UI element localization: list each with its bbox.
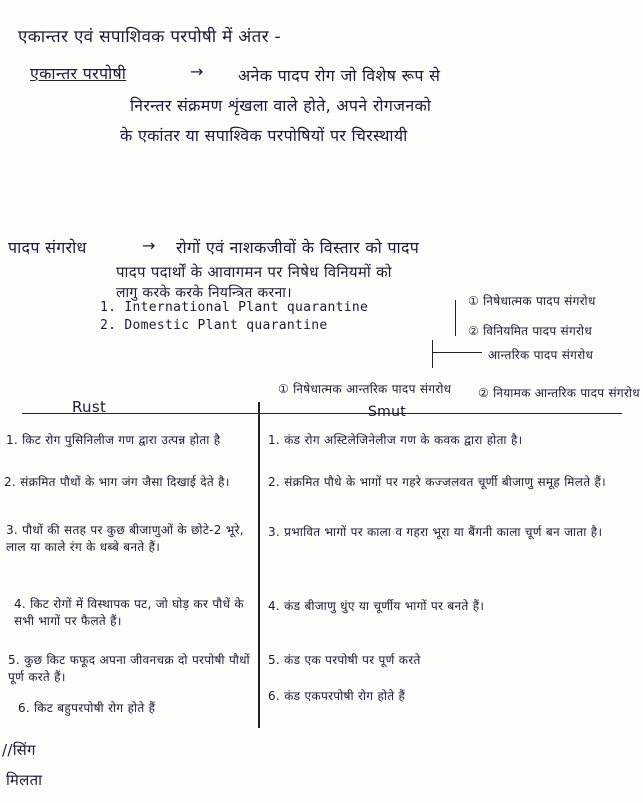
page-heading: एकान्तर एवं सपाशिवक परपोषी में अंतर - bbox=[18, 27, 281, 47]
smut-header: Smut bbox=[368, 404, 407, 420]
branch-line-dom-h bbox=[432, 352, 482, 353]
smut-row-6: 6. कंड एकपरपोषी रोग होते हैं bbox=[268, 689, 406, 703]
quarantine-type-domestic: 2. Domestic Plant quarantine bbox=[100, 318, 328, 333]
ekantar-arrow: → bbox=[190, 62, 204, 81]
rust-row-5: 5. कुछ किट फफूद अपना जीवनचक्र दो परपोषी पौधों पूर्ण करते हैं। bbox=[8, 653, 250, 684]
smut-row-5: 5. कंड एक परपोषी पर पूर्ण करते bbox=[268, 653, 421, 667]
rust-header: Rust bbox=[72, 398, 107, 416]
smut-row-4: 4. कंड बीजाणु धुंए या चूर्णीय भागों पर बनते हैं। bbox=[268, 599, 485, 613]
branch-line-intl bbox=[455, 300, 456, 336]
sangrodh-line-2: पादप पदार्थों के आवागमन पर निषेध विनियमों को bbox=[116, 263, 392, 281]
signature-line-1: //सिंग bbox=[2, 741, 36, 759]
smut-row-3: 3. प्रभावित भागों पर काला व गहरा भूरा या बैंगनी काला चूर्ण बन जाता है। bbox=[268, 525, 603, 539]
dom-branch-stub: आन्तरिक पादप संगरोध bbox=[488, 348, 594, 362]
ekantar-term: एकान्तर परपोषी bbox=[30, 64, 127, 83]
sangrodh-term: पादप संगरोध bbox=[8, 238, 87, 257]
dom-branch-1: ① निषेधात्मक आन्तरिक पादप संगरोध bbox=[278, 382, 452, 396]
rust-row-1: 1. किट रोग पुसिनिलीज गण द्वारा उत्पन्न होता है bbox=[6, 433, 221, 447]
sangrodh-line-3: लागु करके करके नियन्त्रित करना। bbox=[116, 285, 292, 301]
intl-branch-2: ② विनियमित पादप संगरोध bbox=[468, 324, 593, 338]
signature-line-2: मिलता bbox=[6, 771, 43, 789]
ekantar-line-3: के एकांतर या सपाश्विक परपोषियों पर चिरस्थायी bbox=[120, 126, 408, 145]
quarantine-type-international: 1. International Plant quarantine bbox=[100, 300, 369, 315]
sangrodh-arrow: → bbox=[142, 236, 156, 255]
rust-row-4: 4. किट रोगों में विस्थापक पट, जो घोड़ कर पौधें के सभी भागों पर फैलते हैं। bbox=[14, 597, 244, 628]
ekantar-line-2: निरन्तर संक्रमण शृंखला वाले होते, अपने रोगजनको bbox=[130, 96, 432, 115]
table-top-rule bbox=[22, 413, 622, 414]
dom-branch-2: ② नियामक आन्तरिक पादप संगरोध bbox=[478, 386, 640, 400]
branch-line-dom bbox=[432, 340, 433, 368]
ekantar-line-1: अनेक पादप रोग जो विशेष रूप से bbox=[238, 66, 441, 85]
rust-row-6: 6. किट बहुपरपोषी रोग होते हैं bbox=[18, 701, 156, 715]
sangrodh-line-1: रोगों एवं नाशकजीवों के विस्तार को पादप bbox=[176, 238, 420, 257]
rust-row-2: 2. संक्रमित पौधों के भाग जंग जैसा दिखाई देते है। bbox=[4, 475, 230, 489]
rust-row-3: 3. पौधों की सतह पर कुछ बीजाणुओं के छोटे-2 भूरे, लाल या काले रंग के धब्बे बनते हैं। bbox=[6, 523, 244, 554]
smut-row-1: 1. कंड रोग अस्टिलेजिनेलीज गण के कवक द्वारा होता है। bbox=[268, 433, 523, 447]
smut-row-2: 2. संक्रमित पौधे के भागों पर गहरे कज्जलवत चूर्णी बीजाणु समूह मिलते हैं। bbox=[268, 475, 606, 489]
intl-branch-1: ① निषेधात्मक पादप संगरोध bbox=[468, 294, 596, 308]
table-divider bbox=[258, 402, 260, 728]
